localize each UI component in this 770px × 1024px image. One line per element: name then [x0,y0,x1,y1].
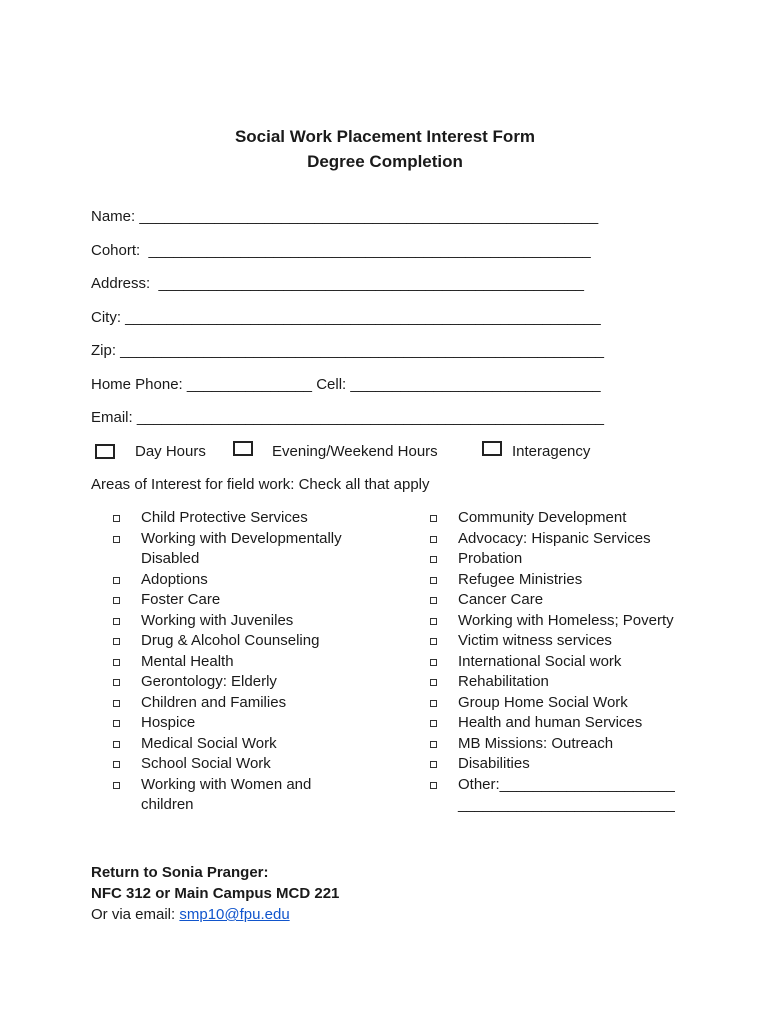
checkbox-icon[interactable] [113,597,120,604]
interest-label: Victim witness services [458,632,612,649]
interest-item[interactable] [113,652,353,673]
form-subtitle: Degree Completion [307,152,463,171]
interest-item[interactable] [430,590,690,611]
checkbox-icon[interactable] [113,536,120,543]
address-field[interactable]: Address: ___________________________________________________ [91,275,584,292]
email-line [91,904,339,925]
interagency-checkbox[interactable] [482,441,502,456]
interest-item[interactable] [430,672,690,693]
interest-item[interactable] [430,775,690,816]
city-field[interactable]: City: _________________________________________________________ [91,309,601,326]
interest-item[interactable] [430,570,690,591]
checkbox-icon[interactable] [430,597,437,604]
interest-item[interactable] [430,529,690,550]
interest-label: Gerontology: Elderly [141,673,277,690]
interest-item[interactable] [113,672,353,693]
checkbox-icon[interactable] [113,638,120,645]
interest-label: Group Home Social Work [458,693,628,711]
interest-label: Rehabilitation [458,673,549,690]
interest-item[interactable] [113,508,353,529]
interest-label: Working with Women and children [141,775,312,813]
email-link[interactable]: smp10@fpu.edu [179,906,290,923]
interest-item[interactable] [113,611,353,632]
checkbox-icon[interactable] [113,618,120,625]
interagency-label: Interagency [512,443,591,460]
interest-label: Adoptions [141,570,208,588]
interest-label: Medical Social Work [141,734,277,752]
interest-label: Cancer Care [458,591,544,608]
interest-label: Community Development [458,509,627,526]
areas-heading: Areas of Interest for field work: Check all that apply [91,476,430,493]
interest-item[interactable] [113,693,353,714]
name-field[interactable]: Name: _______________________________________________________ [91,208,599,225]
interest-item[interactable] [430,713,690,734]
interest-label: MB Missions: Outreach [458,734,614,752]
interest-item[interactable] [430,549,690,570]
checkbox-icon[interactable] [430,679,437,686]
checkbox-icon[interactable] [430,741,437,748]
email-prefix: Or via email: [91,906,180,923]
checkbox-icon[interactable] [430,659,437,666]
email-field[interactable]: Email: ________________________________________________________ [91,409,605,426]
return-location: NFC 312 or Main Campus MCD 221 [91,885,340,902]
phone-field[interactable]: Home Phone: _______________ Cell: ______________________________ [91,376,601,393]
day-hours-checkbox[interactable] [95,444,115,459]
interest-label: Probation [458,550,523,567]
interest-label: Mental Health [141,652,234,670]
interest-item[interactable] [113,590,353,611]
interest-label: Drug & Alcohol Counseling [141,632,320,649]
form-title: Social Work Placement Interest Form [234,127,536,146]
checkbox-icon[interactable] [430,720,437,727]
checkbox-icon[interactable] [113,700,120,707]
evening-weekend-checkbox[interactable] [233,441,253,456]
interest-label: Working with Developmentally Disabled [141,529,342,567]
interest-item[interactable] [113,754,353,775]
interest-item[interactable] [430,693,690,714]
interest-item[interactable] [113,775,353,816]
checkbox-icon[interactable] [430,638,437,645]
interest-label: Health and human Services [458,714,643,731]
interest-item[interactable] [430,631,690,652]
checkbox-icon[interactable] [113,679,120,686]
interest-item[interactable] [113,713,353,734]
return-info [91,862,339,925]
return-to-label: Return to Sonia Pranger: [91,864,269,881]
interest-label: Child Protective Services [141,509,308,526]
checkbox-icon[interactable] [430,515,437,522]
checkbox-icon[interactable] [113,741,120,748]
checkbox-icon[interactable] [113,782,120,789]
interest-label: Hospice [141,714,196,731]
interest-label: Advocacy: Hispanic Services [458,529,651,547]
interest-label: School Social Work [141,755,271,772]
interest-item[interactable] [113,570,353,591]
areas-right-column [430,508,690,816]
interest-label: Disabilities [458,755,530,772]
interest-item[interactable] [430,652,690,673]
interest-label: Foster Care [141,591,221,608]
checkbox-icon[interactable] [430,700,437,707]
checkbox-icon[interactable] [113,761,120,768]
checkbox-icon[interactable] [430,782,437,789]
interest-label: Refugee Ministries [458,570,583,588]
checkbox-icon[interactable] [430,577,437,584]
checkbox-icon[interactable] [113,515,120,522]
interest-label: Working with Homeless; Poverty [458,611,674,629]
interest-item[interactable] [430,734,690,755]
checkbox-icon[interactable] [430,556,437,563]
checkbox-icon[interactable] [430,618,437,625]
interest-item[interactable] [113,529,353,570]
checkbox-icon[interactable] [113,720,120,727]
checkbox-icon[interactable] [113,659,120,666]
cohort-field[interactable]: Cohort: _____________________________________________________ [91,242,591,259]
interest-item[interactable] [113,631,353,652]
checkbox-icon[interactable] [430,536,437,543]
interest-item[interactable] [430,508,690,529]
day-hours-label: Day Hours [135,443,206,460]
checkbox-icon[interactable] [113,577,120,584]
interest-label: International Social work [458,652,622,670]
interest-item[interactable] [430,754,690,775]
interest-label: Other:_____________________ __________________________ [458,775,675,813]
interest-item[interactable] [113,734,353,755]
interest-label: Children and Families [141,693,287,711]
evening-weekend-label: Evening/Weekend Hours [272,443,438,460]
interest-item[interactable] [430,611,690,632]
areas-left-column [113,508,353,816]
interest-label: Working with Juveniles [141,611,294,629]
zip-field[interactable]: Zip: __________________________________________________________ [91,342,605,359]
checkbox-icon[interactable] [430,761,437,768]
